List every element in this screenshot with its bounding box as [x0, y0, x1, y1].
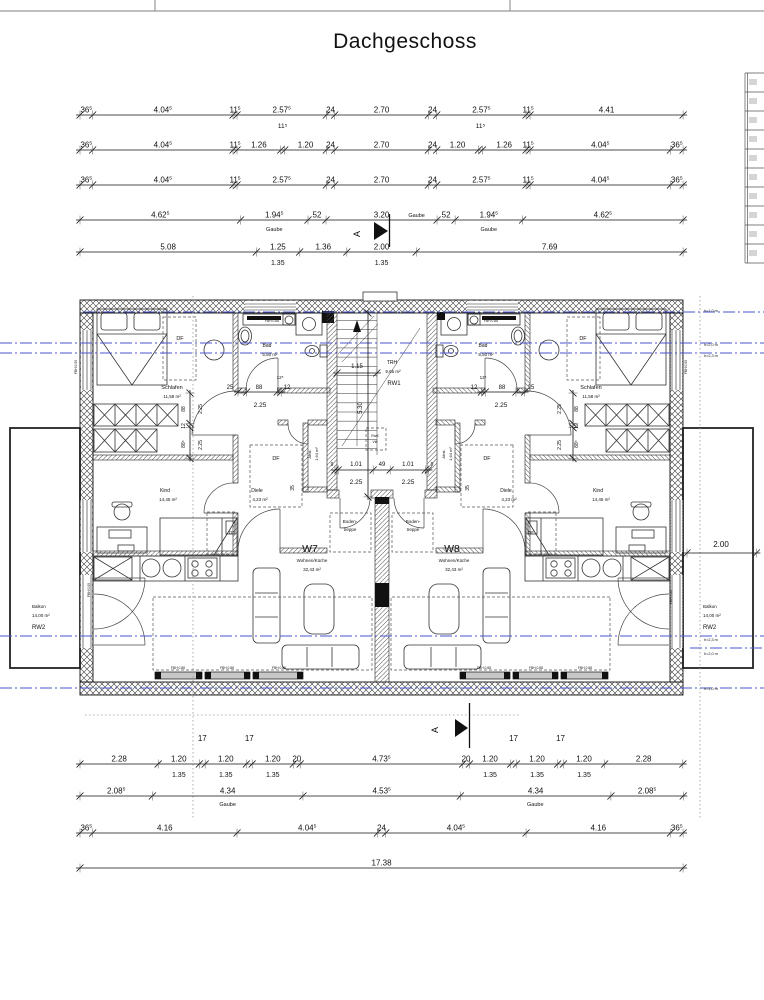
- svg-text:4.045: 4.04$^5$: [591, 175, 610, 185]
- plan-label: FBH 0.88: [220, 666, 234, 670]
- plan-label: Kind: [159, 488, 171, 494]
- svg-text:2.085: 2.08$^5$: [637, 786, 657, 796]
- plan-label: 14,45 m²: [159, 497, 177, 502]
- plan-label: FBH 0.88: [272, 666, 286, 670]
- wardrobe: [94, 404, 178, 452]
- dim-chain: [76, 859, 687, 873]
- plan-label: 5.30: [358, 402, 364, 414]
- plan-label: 1.15: [351, 364, 363, 370]
- plan-label: Boden-: [342, 519, 358, 524]
- plan-label: 9: [430, 462, 434, 468]
- svg-text:1.20: 1.20: [170, 754, 187, 764]
- plan-label: FBH 0.88: [529, 666, 543, 670]
- plan-label: 2.25: [198, 404, 204, 414]
- plan-label: 12: [574, 423, 580, 429]
- svg-text:1.26: 1.26: [251, 140, 267, 150]
- page-title: Dachgeschoss: [333, 30, 477, 53]
- plan-label: h=2,3 m: [704, 638, 718, 642]
- svg-text:1.35: 1.35: [374, 260, 389, 267]
- plan-label: FBH 0.88: [578, 666, 592, 670]
- plan-label: Bad: [478, 343, 488, 349]
- svg-text:1.945: 1.94$^5$: [265, 210, 284, 220]
- svg-text:4.045: 4.04$^5$: [153, 175, 173, 185]
- svg-text:1.25: 1.25: [270, 242, 286, 252]
- plan-label: 88: [498, 385, 506, 391]
- plan-label: 12⁵: [276, 375, 284, 380]
- svg-text:1.36: 1.36: [315, 242, 332, 252]
- svg-text:365: $36^5$: [80, 140, 93, 150]
- svg-text:2.575: 2.57$^5$: [272, 175, 291, 185]
- kid-room-furniture: [97, 502, 237, 555]
- plan-label: FBH 0.88: [171, 666, 185, 670]
- dim-chain: [76, 787, 687, 809]
- plan-label: Vtlr: [372, 440, 378, 444]
- plan-label: Diele: [251, 488, 263, 494]
- svg-text:4.625: 4.62$^5$: [593, 210, 613, 220]
- svg-text:4.16: 4.16: [157, 823, 173, 833]
- plan-label: A: [352, 230, 362, 238]
- double-bed: [97, 309, 167, 385]
- svg-text:4.045: 4.04$^5$: [298, 823, 317, 833]
- plan-label: treppe: [406, 527, 420, 532]
- plan-label: 4,23 m²: [501, 497, 517, 502]
- chimney: [437, 312, 445, 320]
- plan-label: Balkon: [703, 604, 717, 609]
- svg-text:1.35: 1.35: [218, 772, 233, 779]
- plan-label: Balkon: [32, 604, 46, 609]
- svg-text:4.34: 4.34: [219, 786, 236, 796]
- plan-label: FBH 0.88: [265, 319, 279, 323]
- svg-text:4.045: 4.04$^5$: [153, 105, 173, 115]
- plan-label: TRH: [386, 360, 398, 366]
- svg-text:4.735: 4.73$^5$: [372, 754, 391, 764]
- svg-text:4.16: 4.16: [590, 823, 607, 833]
- svg-text:365: $36^5$: [670, 140, 683, 150]
- dim-chain: [76, 176, 687, 190]
- svg-text:Gaube: Gaube: [527, 802, 544, 808]
- plan-label: RW2: [32, 625, 46, 631]
- svg-text:2.70: 2.70: [373, 105, 390, 115]
- svg-text:17: 17: [197, 734, 207, 743]
- plan-label: treppe: [343, 527, 357, 532]
- dim-chain: [76, 106, 687, 131]
- dim-chain: [76, 243, 687, 268]
- plan-label: Wohnen/Küche: [296, 558, 328, 563]
- plan-label: FBH 0.88: [669, 590, 673, 604]
- plan-label: 35: [465, 485, 471, 491]
- section-marker-a-bottom: [455, 703, 470, 748]
- svg-text:1.35: 1.35: [171, 772, 186, 779]
- svg-text:115: $11^5$: [229, 105, 241, 115]
- plan-label: Abst.: [441, 449, 446, 459]
- plan-label: 2.25: [557, 404, 563, 414]
- plan-label: 12: [470, 385, 478, 391]
- svg-text:1.20: 1.20: [482, 754, 498, 764]
- svg-text:365: $36^5$: [670, 823, 683, 833]
- svg-text:17: 17: [244, 734, 254, 743]
- plan-label: 88: [255, 385, 263, 391]
- plan-label: RW2: [703, 625, 717, 631]
- svg-text:17: 17: [556, 734, 565, 743]
- svg-text:2.575: 2.57$^5$: [272, 105, 291, 115]
- svg-text:115: $11^5$: [522, 175, 534, 185]
- plan-label: DF: [579, 336, 587, 342]
- plan-label: 14,00 m²: [703, 613, 721, 618]
- svg-text:4.625: 4.62$^5$: [151, 210, 170, 220]
- plan-label: 88⁵: [574, 440, 580, 448]
- plan-label: 2.25: [253, 402, 267, 409]
- svg-text:20: 20: [292, 754, 302, 764]
- plan-label: 88: [574, 406, 580, 412]
- plan-label: 49: [378, 462, 386, 468]
- dim-chain: [76, 824, 687, 838]
- roof-window-zone: [163, 317, 196, 380]
- plan-label: 14,00 m²: [32, 613, 50, 618]
- svg-text:Gaube: Gaube: [480, 227, 498, 233]
- plan-label: 2.00: [713, 540, 729, 549]
- plan-label: 32,43 m²: [303, 567, 321, 572]
- svg-text:24: 24: [326, 175, 335, 185]
- kitchen: [93, 556, 238, 581]
- svg-text:3.20: 3.20: [373, 210, 390, 220]
- plan-label: FBH 0.00: [87, 583, 91, 597]
- plan-label: 5,50 m²: [478, 352, 494, 357]
- svg-text:365: $36^5$: [80, 823, 93, 833]
- plan-label: 12⁵: [479, 375, 487, 380]
- plan-label: 5,50 m²: [262, 352, 278, 357]
- svg-text:4.41: 4.41: [598, 105, 615, 115]
- living-room-furniture: [153, 568, 372, 670]
- plan-label: 11,58 m²: [582, 394, 600, 399]
- plan-label: 88⁵: [181, 440, 187, 448]
- svg-text:1.20: 1.20: [529, 754, 545, 764]
- plan-label: Abst.: [307, 449, 312, 459]
- plan-label: 2.25: [494, 402, 508, 409]
- svg-text:4.045: 4.04$^5$: [591, 140, 610, 150]
- plan-label: Schlafen: [580, 385, 602, 391]
- svg-text:Gaube: Gaube: [219, 802, 236, 808]
- svg-text:2.085: 2.08$^5$: [107, 786, 126, 796]
- svg-text:115: $11^5$: [229, 175, 241, 185]
- plan-label: h=2,0 m: [704, 343, 718, 347]
- plan-label: 1,64 m²: [314, 447, 319, 461]
- svg-text:1.35: 1.35: [530, 772, 544, 779]
- plan-label: Schlafen: [161, 385, 183, 391]
- plan-label: DF: [229, 530, 235, 535]
- unit-w7-geometry: [10, 301, 372, 680]
- plan-label: h=1,0 m: [704, 309, 718, 313]
- plan-label: 2.25: [401, 479, 415, 486]
- svg-text:52: 52: [312, 210, 322, 220]
- balcony: [10, 428, 80, 668]
- plan-label: 2.25: [198, 440, 204, 450]
- plan-label: Diele: [500, 488, 512, 494]
- svg-text:Gaube: Gaube: [266, 227, 283, 233]
- plan-label: h=1,0 m: [704, 687, 718, 691]
- plan-label: Kind: [592, 488, 604, 494]
- svg-text:17: 17: [509, 734, 519, 743]
- svg-text:1.20: 1.20: [449, 140, 466, 150]
- svg-text:17.38: 17.38: [371, 858, 392, 868]
- plan-label: Bad: [262, 343, 272, 349]
- plan-label: RW1: [387, 381, 401, 387]
- plan-label: 14,45 m²: [592, 497, 610, 502]
- svg-text:5.08: 5.08: [160, 242, 176, 252]
- plan-label: 12: [181, 423, 187, 429]
- svg-text:1.20: 1.20: [217, 754, 234, 764]
- plan-label: DF: [483, 456, 491, 462]
- svg-text:7.69: 7.69: [541, 242, 558, 252]
- dim-chain: [76, 734, 687, 779]
- plan-label: h=2,3 m: [704, 354, 718, 358]
- svg-text:24: 24: [326, 105, 335, 115]
- sheet-border: [0, 0, 764, 11]
- svg-text:2.28: 2.28: [635, 754, 652, 764]
- dimension-chains: [76, 106, 760, 873]
- plan-label: 1.01: [350, 462, 362, 468]
- svg-text:1.35: 1.35: [577, 772, 591, 779]
- svg-text:2.575: 2.57$^5$: [472, 105, 491, 115]
- svg-text:115: $11^5$: [522, 105, 534, 115]
- plan-label: FBH 0.00: [74, 360, 78, 374]
- svg-text:1.20: 1.20: [297, 140, 314, 150]
- plan-label: FBH 0.00: [684, 360, 688, 374]
- svg-text:2.00: 2.00: [373, 242, 390, 252]
- svg-text:2.28: 2.28: [111, 754, 127, 764]
- plan-label: 25: [527, 385, 535, 391]
- svg-text:2.70: 2.70: [373, 175, 390, 185]
- door-swings: [94, 358, 308, 645]
- plan-label: 12: [283, 385, 291, 391]
- svg-text:11⁵: 11⁵: [475, 123, 486, 130]
- plan-label: 88: [181, 406, 187, 412]
- plan-label: Wohnen/Küche: [438, 558, 470, 563]
- svg-text:365: $36^5$: [80, 105, 93, 115]
- svg-text:1.35: 1.35: [270, 260, 285, 267]
- svg-text:20: 20: [461, 754, 471, 764]
- plan-label: h=2,0 m: [704, 652, 718, 656]
- svg-text:1.35: 1.35: [265, 772, 280, 779]
- plan-label: 4,23 m²: [252, 497, 268, 502]
- svg-text:1.35: 1.35: [483, 772, 497, 779]
- svg-text:24: 24: [428, 105, 438, 115]
- plan-label: DF: [272, 456, 280, 462]
- stair-direction-arrow: [353, 320, 361, 332]
- svg-text:24: 24: [428, 175, 438, 185]
- legend-table-fragment: [745, 73, 764, 263]
- plan-label: FBH 0.88: [484, 319, 498, 323]
- svg-text:365: $36^5$: [80, 175, 93, 185]
- roof-hatch: [363, 292, 397, 301]
- plan-label: A: [430, 726, 440, 734]
- plan-label: 1,64 m²: [448, 447, 453, 461]
- plan-label: DF: [528, 530, 534, 535]
- svg-text:365: $36^5$: [670, 175, 683, 185]
- svg-text:1.20: 1.20: [576, 754, 592, 764]
- svg-text:11⁵: 11⁵: [277, 123, 288, 130]
- svg-text:4.34: 4.34: [527, 786, 544, 796]
- svg-text:1.26: 1.26: [496, 140, 512, 150]
- plan-label: 9,65 m²: [385, 369, 401, 374]
- svg-text:52: 52: [441, 210, 451, 220]
- svg-text:Gaube: Gaube: [408, 213, 425, 219]
- dim-chain: [76, 141, 687, 155]
- plan-label: RwK: [371, 434, 379, 438]
- plan-label: DF: [176, 336, 184, 342]
- svg-text:4.045: 4.04$^5$: [446, 823, 466, 833]
- plan-label: 1.01: [402, 462, 414, 468]
- plan-label: 2.25: [557, 440, 563, 450]
- plan-label: 2.25: [349, 479, 363, 486]
- plan-label: 32,43 m²: [445, 567, 463, 572]
- gaube-guide-lines: [85, 296, 700, 818]
- stair-core: [327, 313, 437, 682]
- dormer-windows: [155, 672, 303, 679]
- plan-label: 9: [330, 462, 334, 468]
- plan-label: 25: [226, 385, 234, 391]
- svg-text:24: 24: [428, 140, 438, 150]
- plan-label: 11,58 m²: [163, 394, 181, 399]
- svg-text:1.20: 1.20: [264, 754, 281, 764]
- svg-text:2.575: 2.57$^5$: [472, 175, 491, 185]
- svg-text:115: $11^5$: [522, 140, 534, 150]
- svg-text:4.535: 4.53$^5$: [372, 786, 391, 796]
- plan-label: Boden-: [405, 519, 421, 524]
- svg-text:1.945: 1.94$^5$: [479, 210, 499, 220]
- svg-text:24: 24: [326, 140, 335, 150]
- plan-label: W7: [302, 543, 318, 555]
- svg-text:2.70: 2.70: [373, 140, 390, 150]
- plan-label: FBH 0.88: [477, 666, 491, 670]
- svg-text:115: $11^5$: [229, 140, 241, 150]
- plan-label: W8: [444, 543, 460, 555]
- svg-text:24: 24: [377, 823, 386, 833]
- plan-label: 35: [290, 485, 296, 491]
- bath-fixtures: [239, 313, 328, 357]
- svg-text:4.045: 4.04$^5$: [153, 140, 173, 150]
